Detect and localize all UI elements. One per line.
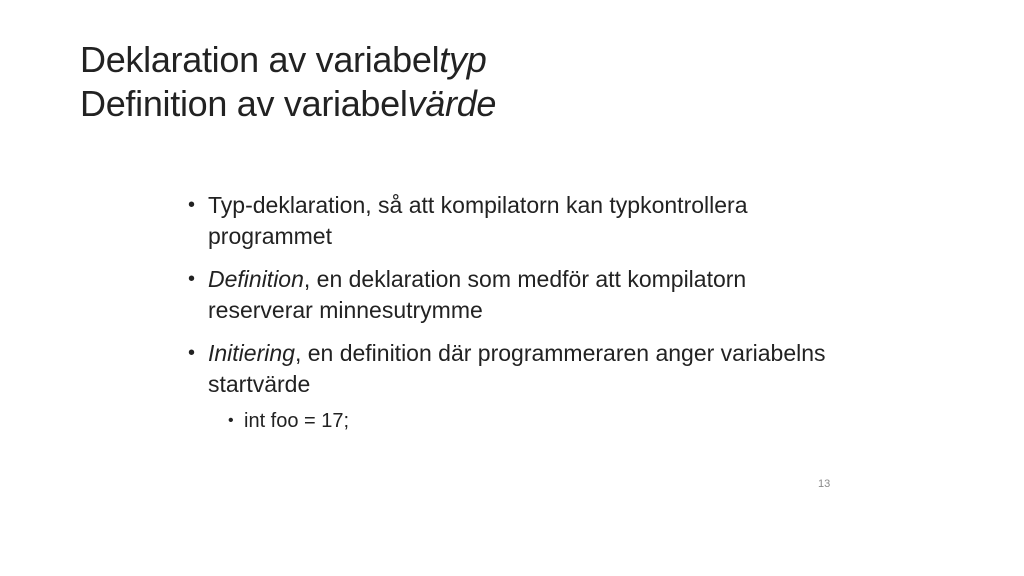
slide-title bbox=[80, 38, 940, 126]
title-line-2-text: Definition av variabel bbox=[80, 83, 408, 124]
bullet-2-text: , en deklaration som medför att kompilatorn reserverar minnesutrymme bbox=[208, 266, 747, 323]
bullet-item-definition bbox=[188, 264, 848, 326]
bullet-3-text: , en definition där programmeraren anger variabelns startvärde bbox=[208, 340, 826, 397]
sub-bullet-1-text: int foo = 17; bbox=[244, 410, 350, 432]
bullet-2-term: Definition bbox=[208, 266, 304, 292]
sub-bullet-code-example bbox=[228, 408, 848, 434]
bullet-1-text: Typ-deklaration, så att kompilatorn kan typkontrollera programmet bbox=[208, 192, 748, 249]
title-line-1-text: Deklaration av variabel bbox=[80, 39, 440, 80]
title-line-2-emphasis: värde bbox=[407, 83, 497, 124]
title-line-declaration bbox=[80, 38, 940, 82]
title-line-definition bbox=[80, 82, 940, 126]
title-line-1-emphasis: typ bbox=[439, 39, 487, 80]
slide-page-number: 13 bbox=[818, 478, 831, 490]
bullet-list bbox=[188, 190, 848, 434]
bullet-item-type-declaration bbox=[188, 190, 848, 252]
bullet-item-initiering bbox=[188, 338, 848, 400]
bullet-3-term: Initiering bbox=[208, 340, 295, 366]
